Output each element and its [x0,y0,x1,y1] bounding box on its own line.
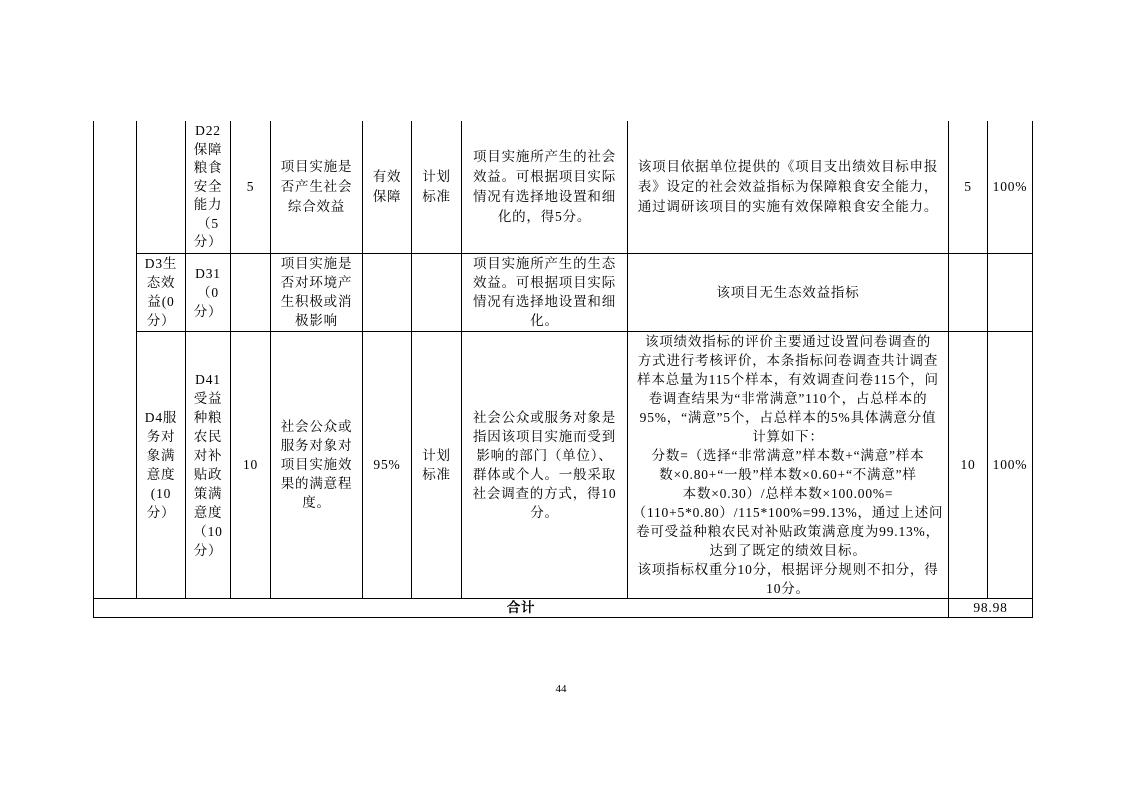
scoring-rule-cell: 项目实施所产生的社会 效益。可根据项目实际 情况有选择地设置和细 化的，得5分。 [462,121,628,253]
score-rate-cell [988,253,1033,331]
level2-indicator-cell: D4服 务对 象满 意度 (10 分） [137,331,186,598]
target-source-cell: 计划 标准 [412,331,462,598]
target-value-cell: 95% [363,331,412,598]
scoring-rule-cell: 项目实施所产生的生态 效益。可根据项目实际 情况有选择地设置和细 化。 [462,253,628,331]
evaluation-description-cell: 该项目无生态效益指标 [628,253,949,331]
total-row [94,598,1033,617]
score-cell: 5 [949,121,988,253]
weight-cell: 10 [231,331,271,598]
table-row [94,331,1033,598]
evaluation-description-cell: 该项目依据单位提供的《项目支出绩效目标申报 表》设定的社会效益指标为保障粮食安全能力， 通过调研该项目的实施有效保障粮食安全能力。 [628,121,949,253]
level3-indicator-cell: D41 受益 种粮 农民 对补 贴政 策满 意度 （10 分） [186,331,231,598]
level3-indicator-cell: D31 （0 分） [186,253,231,331]
level3-indicator-cell: D22 保障 粮食 安全 能力 （5 分） [186,121,231,253]
level2-indicator-cell [137,121,186,253]
table-row [94,121,1033,253]
target-source-cell [412,253,462,331]
scoring-rule-cell: 社会公众或服务对象是 指因该项目实施而受到 影响的部门（单位）、 群体或个人。一般采取 社会调查的方式，得10 分。 [462,331,628,598]
level2-indicator-cell: D3生 态效 益(0 分） [137,253,186,331]
score-cell: 10 [949,331,988,598]
level1-indicator-cell [94,121,137,598]
weight-cell: 5 [231,121,271,253]
score-rate-cell: 100% [988,121,1033,253]
target-value-cell [363,253,412,331]
page-number: 44 [555,683,567,695]
indicator-content-cell: 项目实施是 否对环境产 生积极或消 极影响 [271,253,363,331]
indicator-content-cell: 项目实施是 否产生社会 综合效益 [271,121,363,253]
weight-cell [231,253,271,331]
table-row [94,253,1033,331]
total-label-cell: 合计 [94,598,949,617]
evaluation-description-cell: 该项绩效指标的评价主要通过设置问卷调查的 方式进行考核评价，本条指标问卷调查共计调查 样本总量为115个样本，有效调查问卷115个，问 卷调查结果为“非常满意”110个，占总样本的 95%，“满意”5个，占总样本的5%具体满意分值 计算如下： 分数=（选择“非常满意”样本数+“满意”样本 数×0.80+“一般”样本数×0.60+“不满意”样 本数×0.30）/总样本数×100.00%= （110+5*0.80）/115*100%=99.13%，通过上述问 卷可受益种粮农民对补贴政策满意度为99.13%， 达到了既定的绩效目标。 该项指标权重分10分，根据评分规则不扣分，得 10分。 [628,331,949,598]
total-score-cell: 98.98 [949,598,1033,617]
target-value-cell: 有效 保障 [363,121,412,253]
performance-indicator-table [93,121,1033,618]
indicator-content-cell: 社会公众或 服务对象对 项目实施效 果的满意程 度。 [271,331,363,598]
score-rate-cell: 100% [988,331,1033,598]
target-source-cell: 计划 标准 [412,121,462,253]
score-cell [949,253,988,331]
